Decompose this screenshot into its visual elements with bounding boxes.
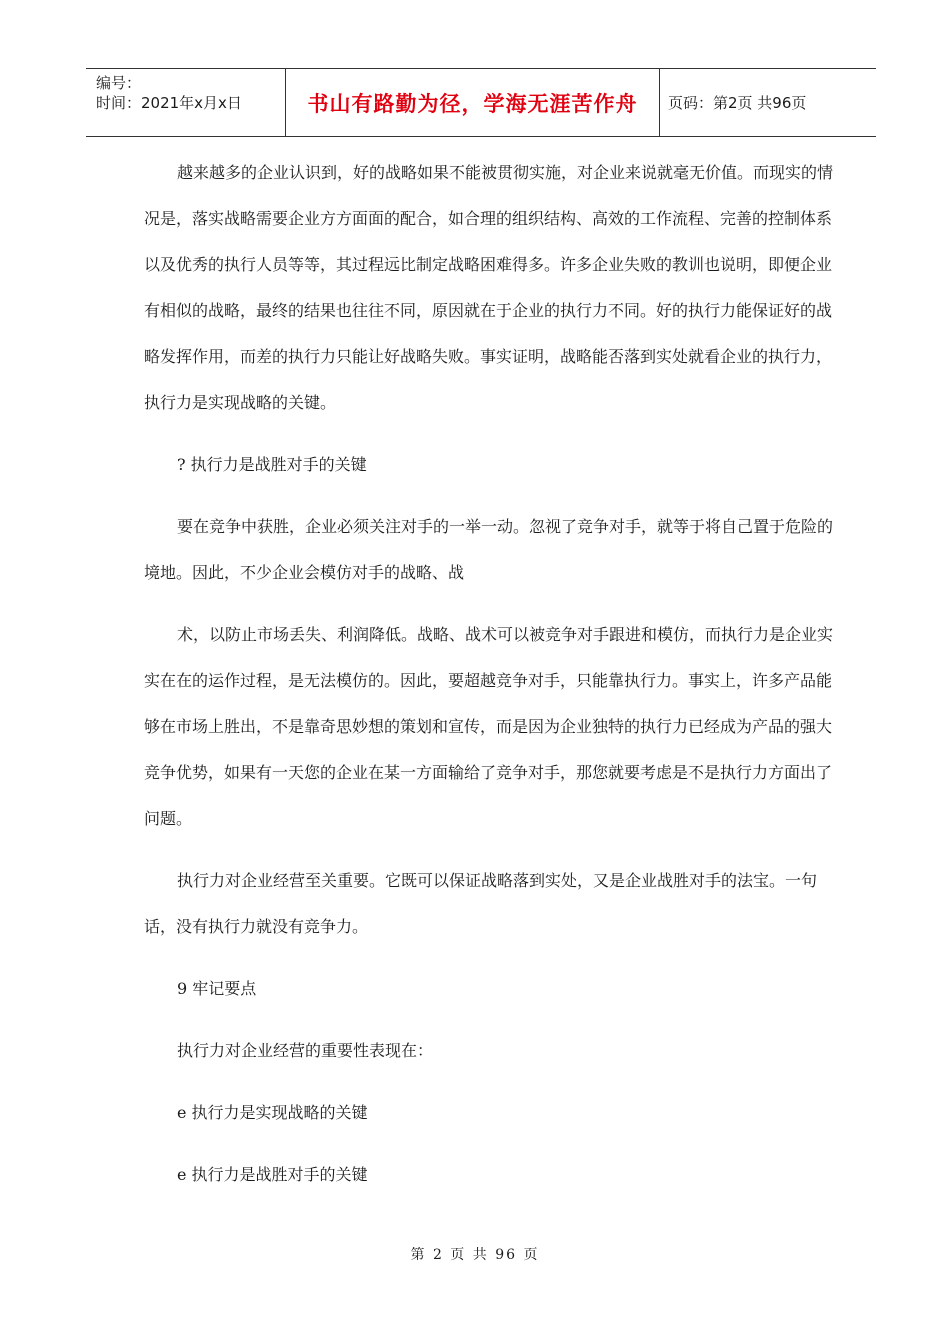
paragraph-summary: 执行力对企业经营至关重要。它既可以保证战略落到实处，又是企业战胜对手的法宝。一句话，没有执行力就没有竞争力。 [144, 871, 818, 936]
paragraph-competition-detail: 术，以防止市场丢失、利润降低。战略、战术可以被竞争对手跟进和模仿，而执行力是企业实实在在的运作过程，是无法模仿的。因此，要超越竞争对手，只能靠执行力。事实上，许多产品能够在市场上胜出，不是靠奇思妙想的策划和宣传，而是因为企业独特的执行力已经成为产品的强大竞争优势，如果有一天您的企业在某一方面输给了竞争对手，那您就要考虑是不是执行力方面出了问题。 [144, 625, 834, 828]
section-heading-competition: ? 执行力是战胜对手的关键 [177, 455, 367, 474]
header-page-number: 页码：第2页 共96页 [668, 94, 807, 112]
page-footer: 第 2 页 共 96 页 [410, 1247, 540, 1263]
page-header [86, 68, 876, 137]
bullet-item: e 执行力是战胜对手的关键 [177, 1165, 368, 1184]
document-body [144, 150, 834, 1198]
header-meta [86, 69, 286, 136]
bullet-item: e 执行力是实现战略的关键 [177, 1103, 368, 1122]
document-id-label: 编号： [96, 74, 142, 92]
section-heading-key-points: 9 牢记要点 [177, 979, 257, 998]
paragraph-strategy-execution: 越来越多的企业认识到，好的战略如果不能被贯彻实施，对企业来说就毫无价值。而现实的情况是，落实战略需要企业方方面面的配合，如合理的组织结构、高效的工作流程、完善的控制体系以及优秀的执行人员等等，其过程远比制定战略困难得多。许多企业失败的教训也说明，即便企业有相似的战略，最终的结果也往往不同，原因就在于企业的执行力不同。好的执行力能保证好的战略发挥作用，而差的执行力只能让好战略失败。事实证明，战略能否落到实处就看企业的执行力，执行力是实现战略的关键。 [144, 163, 834, 412]
key-points-intro: 执行力对企业经营的重要性表现在： [177, 1041, 434, 1060]
header-motto: 书山有路勤为径，学海无涯苦作舟 [286, 69, 660, 136]
paragraph-competition-intro: 要在竞争中获胜，企业必须关注对手的一举一动。忽视了竞争对手，就等于将自己置于危险的境地。因此，不少企业会模仿对手的战略、战 [144, 517, 834, 582]
document-date: 时间：2021年x月x日 [96, 94, 242, 112]
